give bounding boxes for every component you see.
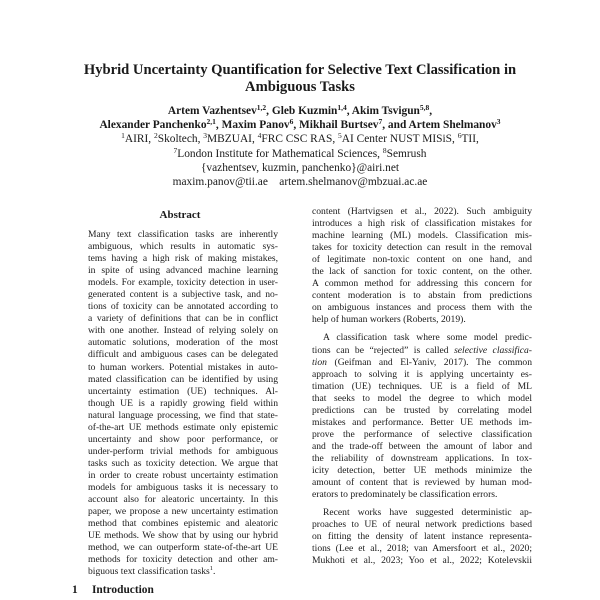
- body-line: help of human workers (Roberts, 2019).: [312, 314, 466, 326]
- abstract-line: automatic solutions, moderation of the most: [88, 337, 278, 349]
- affiliation-mark: 5: [338, 131, 342, 141]
- affiliation-mark: 1,2: [256, 103, 267, 112]
- abstract-line: UE methods. We show that by using our hybrid: [88, 530, 278, 542]
- body-line: prove the performance of selective classification: [312, 428, 532, 440]
- emphasis-term: selective classifica-: [454, 344, 532, 356]
- affiliation: MBZUAI,: [207, 133, 258, 146]
- affiliation: Semrush: [386, 147, 427, 160]
- affiliation-line: [30, 132, 570, 146]
- body-line: [312, 345, 532, 357]
- author-separator: ,: [429, 105, 433, 117]
- body-text: tions can be “rejected” is called: [312, 344, 455, 356]
- body-line: that seeks to model the degree to which model: [312, 392, 532, 404]
- body-line: A classification task where some model predic-: [323, 332, 532, 344]
- abstract-line: [88, 566, 278, 578]
- author-name: , Akim Tsvigun: [346, 105, 420, 117]
- abstract-line: tasks such as toxicity detection. We argue that: [88, 457, 278, 469]
- body-line: of legitimate non-toxic content on one hand, and: [312, 254, 532, 266]
- abstract-line: though UE is a rapidly growing field within: [88, 397, 278, 409]
- footnote-mark[interactable]: 1: [209, 565, 214, 573]
- affiliation-mark: 6: [289, 117, 294, 127]
- body-line: Recent works have suggested deterministic ap-: [323, 507, 532, 519]
- body-line: amount of content that is reviewed by human mod-: [312, 477, 532, 489]
- affiliation-mark: 2,1: [206, 117, 216, 127]
- abstract-line: method that combines epistemic and aleatoric: [88, 518, 278, 530]
- body-line: on ambiguous instances and process them with the: [312, 302, 532, 314]
- affiliation: AI Center NUST MISiS,: [341, 133, 458, 146]
- author-name: , Gleb Kuzmin: [266, 105, 338, 117]
- affiliation-mark: 3: [496, 117, 501, 127]
- section-number: 1: [72, 584, 78, 596]
- abstract-line: natural language processing, we find that state-: [88, 409, 278, 421]
- abstract-line: difficult and ambiguous cases can be delegated: [88, 349, 278, 361]
- affiliation-mark: 8: [382, 145, 387, 155]
- affiliation: FRC CSC RAS,: [261, 133, 339, 146]
- abstract-line: ambiguous, which results in automatic sys-: [88, 241, 278, 253]
- affiliation: London Institute for Mathematical Sciences,: [177, 147, 383, 160]
- abstract-line: to human workers. Potential mistakes in auto-: [88, 361, 278, 373]
- body-line: content (Hartvigsen et al., 2022). Such ambiguity: [312, 206, 532, 217]
- body-line: on fitting the density of latent instance representa-: [312, 531, 532, 543]
- abstract-line: mated classification can be identified by using: [88, 373, 278, 385]
- section-title: Introduction: [92, 584, 154, 596]
- email-line: {vazhentsev, kuzmin, panchenko}@airi.net: [200, 161, 400, 174]
- citation-text: (Geifman and El-Yaniv, 2017). The common: [326, 356, 532, 368]
- body-line: [312, 357, 532, 369]
- body-line: machine learning (ML) models. Classification mis-: [312, 230, 532, 242]
- abstract-line: with one another. Instead of relying solely on: [88, 325, 278, 337]
- abstract-line: account also for aleatoric uncertainty. In this: [88, 494, 278, 506]
- body-line: takes for toxicity detection can result in the removal: [312, 242, 532, 254]
- abstract-line: in order to create robust uncertainty estimation: [88, 469, 278, 481]
- affiliation: TII,: [461, 133, 479, 146]
- abstract-line: paper, we propose a new uncertainty estimation: [88, 506, 278, 518]
- affiliation-mark: 1: [121, 131, 125, 141]
- abstract-body: [88, 229, 278, 578]
- affiliation-mark: 1,4: [337, 103, 347, 112]
- body-line: icity detection, better UE methods minimize the: [312, 464, 532, 476]
- abstract-line: generated content is a subjective task, and no-: [88, 289, 278, 301]
- body-line: the reliability of downstream applications. In tox-: [312, 452, 532, 464]
- body-line: proaches to UE of neural network predictions based: [312, 519, 532, 531]
- body-line: and the trade-off between the amount of labor and: [312, 440, 532, 452]
- author-line: [30, 118, 570, 132]
- affiliation: Skoltech,: [157, 133, 204, 146]
- body-line: timation (UE) techniques. UE is a field of ML: [312, 380, 532, 392]
- abstract-line: Many text classification tasks are inherently: [88, 229, 278, 240]
- paper-title: [40, 62, 560, 96]
- section-heading-introduction: [72, 584, 154, 596]
- abstract-heading: Abstract: [159, 209, 201, 221]
- abstract-line: under-perform trivial methods for ambiguous: [88, 445, 278, 457]
- affiliation-mark: 4: [257, 131, 262, 141]
- abstract-line: uncertainty and show poor performance, or: [88, 433, 278, 445]
- body-line: erators to predominately be classification errors.: [312, 489, 498, 501]
- affiliation-mark: 5,8: [419, 103, 430, 112]
- abstract-line: method, we can outperform state-of-the-art UE: [88, 542, 278, 554]
- abstract-line: models. For example, toxicity detection in user-: [88, 277, 278, 289]
- author-name: , and Artem Shelmanov: [382, 119, 497, 132]
- body-line: content moderation is to abstain from predictions: [312, 290, 532, 302]
- abstract-line: tems having a high risk of making mistakes,: [88, 253, 278, 265]
- title-line: Ambiguous Tasks: [245, 79, 355, 95]
- author-name: Artem Vazhentsev: [167, 105, 257, 117]
- abstract-line: of-the-art UE methods estimate only epistemic: [88, 421, 278, 433]
- affiliation-mark: 2: [153, 131, 158, 141]
- body-line: predictions can be trusted by correlating model: [312, 404, 532, 416]
- affiliation-mark: 7: [378, 117, 383, 127]
- affiliation: AIRI,: [124, 133, 154, 146]
- abstract-line: models for ambiguous tasks it is necessary to: [88, 481, 278, 493]
- introduction-body: [312, 206, 532, 567]
- body-line: introduces a high risk of classification mistakes for: [312, 218, 532, 230]
- author-block: [30, 104, 570, 189]
- abstract-line: in spite of using advanced machine learning: [88, 265, 278, 277]
- affiliation-mark: 6: [457, 131, 462, 141]
- body-line: approach to solving it is applying uncertainty es-: [312, 368, 532, 380]
- body-line: mistakes and performance. Better UE methods im-: [312, 416, 532, 428]
- abstract-line: tions of toxicity can be annotated according to: [88, 301, 278, 313]
- abstract-line: a variety of definitions that can be in conflict: [88, 313, 278, 325]
- body-line: A common method for addressing this concern for: [312, 278, 532, 290]
- author-name: , Maxim Panov: [215, 119, 290, 132]
- author-name: Alexander Panchenko: [99, 119, 207, 132]
- affiliation-mark: 7: [173, 145, 178, 155]
- abstract-text: .: [213, 566, 216, 578]
- body-line: Mukhoti et al., 2023; Yoo et al., 2022; Kotelevskii: [312, 555, 532, 567]
- author-name: , Mikhail Burtsev: [293, 119, 379, 132]
- email-line: maxim.panov@tii.ae artem.shelmanov@mbzuai.ac.ae: [172, 176, 428, 189]
- body-line: the lack of sanction for toxic content, on the other.: [312, 266, 532, 278]
- abstract-line: methods for toxicity detection and other am-: [88, 554, 278, 566]
- affiliation-mark: 3: [203, 131, 208, 141]
- emphasis-term: tion: [312, 356, 327, 368]
- body-line: tions (Lee et al., 2018; van Amersfoort et al., 2020;: [312, 543, 532, 555]
- abstract-line: uncertainty estimation (UE) techniques. Al-: [88, 385, 278, 397]
- abstract-text: biguous text classification tasks: [88, 566, 210, 578]
- title-line: Hybrid Uncertainty Quantification for Selective Text Classification in: [83, 62, 517, 78]
- affiliation-line: [30, 147, 570, 161]
- author-line: [30, 104, 570, 118]
